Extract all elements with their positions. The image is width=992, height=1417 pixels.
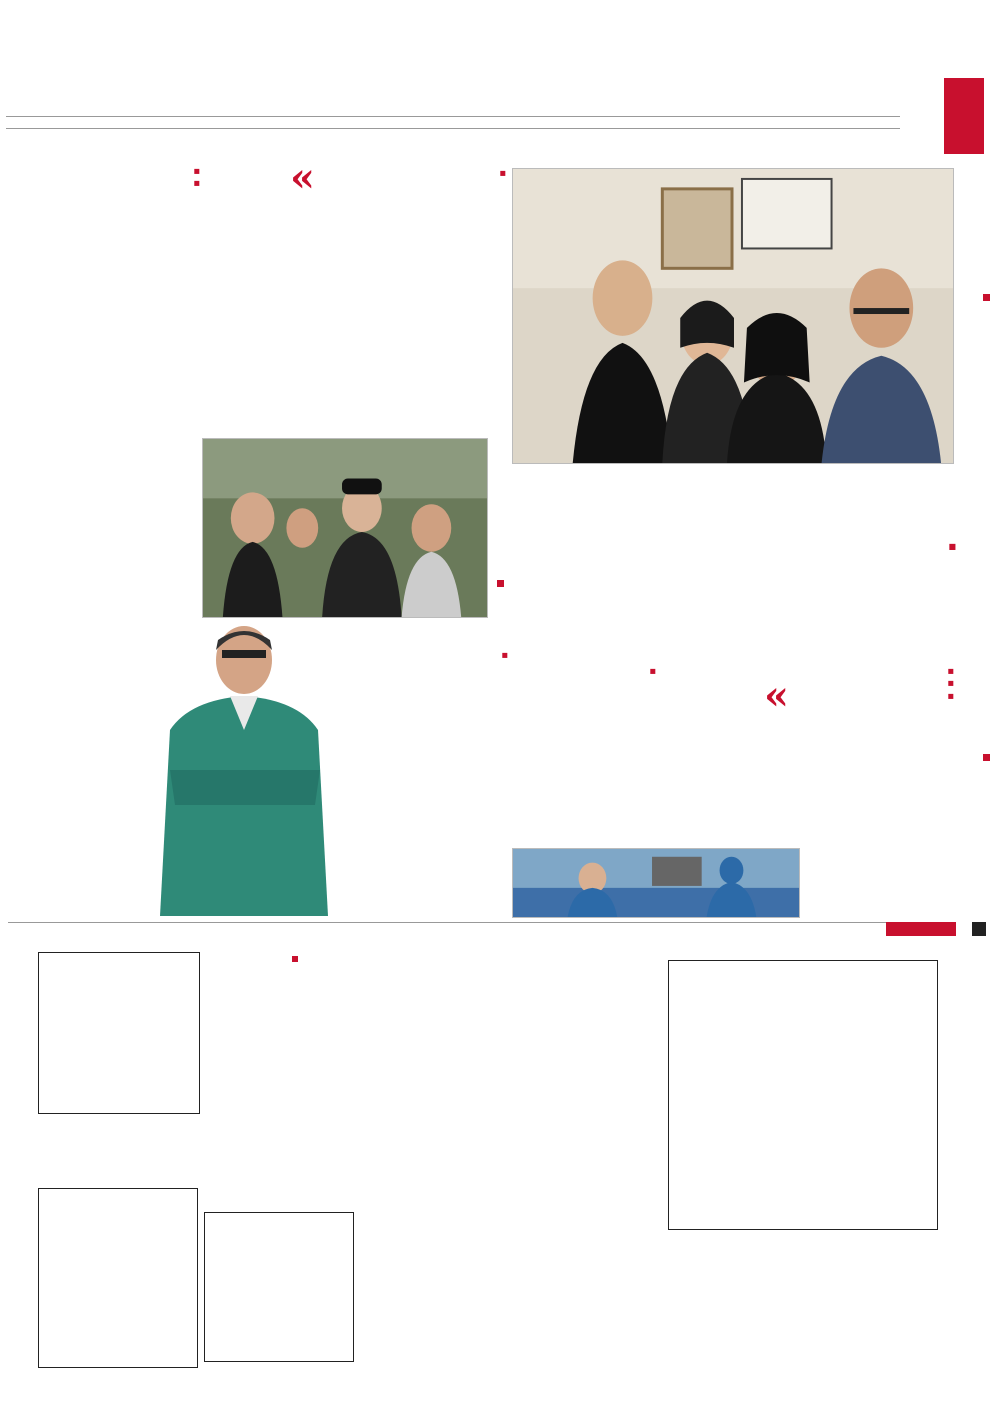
photo-caption-2 xyxy=(493,440,504,590)
across-clues xyxy=(356,966,656,1088)
subhead-8 xyxy=(38,178,200,188)
pull-quote-1 xyxy=(660,714,802,798)
subhead-1 xyxy=(808,666,954,676)
puzzle-tag-square xyxy=(972,922,986,936)
crossword-grid[interactable] xyxy=(668,960,938,1230)
sudoku-title xyxy=(212,954,302,965)
down-clues xyxy=(356,1112,656,1228)
article-column-5 xyxy=(202,282,342,432)
previous-solution-grid xyxy=(38,1188,198,1368)
subhead-2 xyxy=(808,678,954,688)
article-column-4 xyxy=(350,166,506,436)
pull-quote-2 xyxy=(202,190,342,274)
section-brand xyxy=(428,88,538,136)
family-photo xyxy=(512,168,954,464)
crossword-row-numbers xyxy=(936,962,954,1232)
quote-mark-2: » xyxy=(290,154,315,201)
newspaper-logo[interactable] xyxy=(944,78,984,154)
quote-mark-1: » xyxy=(764,672,789,719)
subhead-7 xyxy=(38,166,200,176)
previous-solution-grid-2 xyxy=(204,1212,354,1362)
photo-caption-3 xyxy=(979,644,990,764)
puzzle-section-tag[interactable] xyxy=(886,922,956,936)
page-header xyxy=(0,78,992,158)
sudoku-grid[interactable] xyxy=(38,952,200,1114)
article-column-2 xyxy=(516,664,656,842)
photo-with-cleric xyxy=(202,438,488,618)
puzzle-section-rule xyxy=(8,922,954,938)
subhead-6 xyxy=(350,168,506,178)
article-column-6 xyxy=(38,164,200,916)
subhead-5 xyxy=(352,650,508,660)
operating-room-photo xyxy=(512,848,800,918)
photo-caption-1 xyxy=(979,164,990,304)
subhead-3 xyxy=(808,691,954,701)
article-column-1 xyxy=(808,664,954,914)
subhead-4 xyxy=(516,666,656,676)
article-author xyxy=(948,542,956,551)
article-column-3 xyxy=(352,648,508,918)
